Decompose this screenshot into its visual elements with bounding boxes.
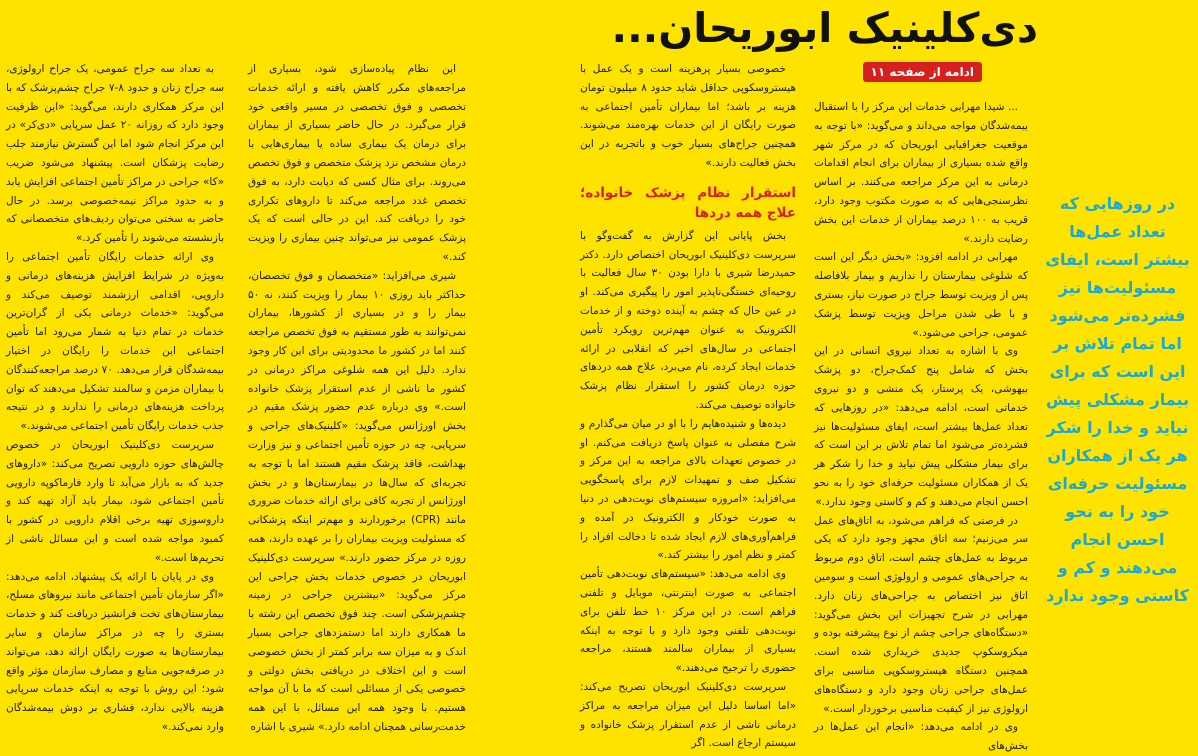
column-paragraph: وی با اشاره به تعداد نیروی انسانی در این بخش که شامل پنج کمک‌جراح، دو پزشک بیهوشی، یک پرستار، یک منشی و دو نیروی خدماتی است، ادامه می‌دهد: «در روزهایی که تعداد عمل‌ها بیشتر است، ایفای مسئولیت‌ها نیز فشرده‌تر می‌شود اما تمام تلاش بر این است که برای بیمار مشکلی پیش نیاید و خدا را شکر هر یک از همکاران مسئولیت حرفه‌ای خود را به نحو احسن انجام می‌دهند و کم و کاستی وجود ندارد.»: [814, 345, 1028, 508]
column-paragraph: سرپرست دی‌کلینیک ابوریحان تصریح می‌کند: «اما اساسا دلیل این میزان مراجعه به مراکز درمانی ناشی از عدم استقرار پزشک خانواده و سیستم ارجاع است. اگر: [580, 680, 796, 750]
column-paragraph: ... شیدا مهرابی خدمات این مرکز را با استقبال بیمه‌شدگان مواجه می‌داند و می‌گوید: «با توجه به موقعیت جغرافیایی ابوریحان که در مرکز شهر واقع شده بسیاری از بیماران برای انجام اقدامات درمانی به این مرکز مراجعه می‌کنند. بر اساس نظرسنجی‌هایی که به صورت مکتوب وجود دارد، قریب به ۱۰۰ درصد بیماران از خدمات این بخش رضایت دارند.»: [814, 101, 1028, 245]
article-column-4: [6, 60, 224, 744]
column-paragraph: مهرابی در ادامه افزود: «بخش دیگر این است که شلوغی بیمارستان را نداریم و بیمار بلافاصله پس از ویزیت توسط جراح در صورت نیاز، بستری و با طی شدن مراحل ویزیت توسط پزشک عمومی، جراحی می‌شود.»: [814, 251, 1028, 339]
page-headline: دی‌کلینیک ابوریحان...: [611, 4, 1038, 52]
column-paragraph: این نظام پیاده‌سازی شود، بسیاری از مراجعه‌های مکرر کاهش یافته و ارائه خدمات تخصصی و فوق تخصصی در مسیر واقعی خود قرار می‌گیرد. در حال حاضر بسیاری از بیماران برای درمان یک بیماری ساده یا بیماری‌هایی با درمان مشخص نزد پزشک متخصص و فوق تخصص می‌روند. برای مثال کسی که دیابت دارد، به فوق تخصص غدد مراجعه می‌کند تا داروهای تکراری خود را دریافت کند. این در حالی است که یک پزشک عمومی نیز می‌تواند چنین بیماری را ویزیت کند.»: [248, 63, 466, 263]
continued-from-tag: ادامه از صفحه ۱۱: [863, 62, 982, 82]
column-paragraph: وی ارائه خدمات رایگان تأمین اجتماعی را به‌ویژه در شرایط افزایش هزینه‌های درمانی و دارویی، اقدامی ارزشمند توصیف می‌کند و می‌گوید: «خدمات درمانی یکی از گران‌ترین خدمات در تمام دنیا به شمار می‌رود اما تأمین اجتماعی این خدمات را رایگان در اختیار بیمه‌شدگان قرار می‌دهد. ۷۰ درصد مراجعه‌کنندگان با بیماران مزمن و سالمند تشکیل می‌دهند که توان پرداخت هزینه‌های درمانی را ندارند و در نتیجه جذب خدمات رایگان تأمین اجتماعی می‌شوند.»: [6, 250, 224, 433]
article-column-3: [248, 60, 466, 744]
article-column-2: [580, 60, 796, 750]
column-paragraph: در فرصتی که فراهم می‌شود، به اتاق‌های عمل سر می‌زنیم؛ سه اتاق مجهز وجود دارد که یکی مربوط به عمل‌های چشم است، اتاق دوم مربوط به جراحی‌های عمومی و ارولوژی است و سومین اتاق نیز اختصاص به جراحی‌های زنان دارد. مهرابی در شرح تجهیزات این بخش می‌گوید: «دستگاه‌های جراحی چشم از نوع پیشرفته بوده و میکروسکوپ جدیدی خریداری شده است. همچنین دستگاه هیستروسکوپی مناسبی برای عمل‌های جراحی زنان وجود دارد و دستگاه‌های ارولوژی نیز از کیفیت مناسبی برخوردار است.»: [814, 514, 1028, 715]
column-paragraph: شیری می‌افزاید: «متخصصان و فوق تخصصان، حداکثر باید روزی ۱۰ بیمار را ویزیت کنند، نه ۵۰ بیمار را و در بسیاری از کشورها، بیماران نمی‌توانند به طور مستقیم به فوق تخصص مراجعه کنند اما در کشور ما محدودیتی برای این کار وجود ندارد. دلیل این همه شلوغی مراکز درمانی در کشور ما ناشی از عدم استقرار پزشک خانواده است.» وی درباره عدم حضور پزشک مقیم در بخش اورژانس می‌گوید: «کلینیک‌های جراحی و سرپایی، چه در حوزه تأمین اجتماعی و نیز وزارت بهداشت، فاقد پزشک مقیم هستند اما با توجه به تجربه‌ای که سال‌ها در بیمارستان‌ها و در بخش اورژانس از تجربه کافی برای ارائه خدمات ضروری مانند (CPR) برخوردارند و مهم‌تر اینکه پزشکانی که مسئولیت ویزیت بیماران را بر عهده دارند، همه روزه در مرکز حضور دارند.» سرپرست دی‌کلینیک ابوریحان در خصوص خدمات بخش جراحی این مرکز می‌گوید: «بیشترین جراحی در زمینه چشم‌پزشکی است. چند فوق تخصص این رشته با ما همکاری دارند اما دستمزدهای جراحی بسیار اندک و به میزان سه برابر کمتر از بخش خصوصی است و این اختلاف در دریافتی بخش دولتی و خصوصی یکی از مسائلی است که ما با آن مواجه هستیم. با وجود همه این مسائل، با این همه خدمت‌رسانی همچنان ادامه دارد.» شیری با اشاره: [248, 269, 466, 733]
pull-quote: در روزهایی که تعداد عمل‌ها بیشتر است، ایفای مسئولیت‌ها نیز فشرده‌تر می‌شود اما تمام تلاش بر این است که برای بیمار مشکلی پیش نیاید و خدا را شکر هر یک از همکاران مسئولیت حرفه‌ای خود را به نحو احسن انجام می‌دهند و کم و کاستی وجود ندارد: [1045, 194, 1190, 605]
column-paragraph: خصوصی بسیار پرهزینه است و یک عمل با هیستروسکوپی حداقل شاید حدود ۸ میلیون تومان هزینه بر باشد؛ اما بیماران تأمین اجتماعی به صورت رایگان از این خدمات بهره‌مند می‌شوند. همچنین جراح‌های بسیار خوب و باتجربه در این بخش فعالیت دارند.»: [580, 63, 796, 169]
article-column-1: [814, 98, 1028, 753]
column-paragraph: وی در پایان با ارائه یک پیشنهاد، ادامه می‌دهد: «اگر سازمان تأمین اجتماعی مانند نیروهای مسلح، بیمارستان‌های تخت فرانشیز دریافت کند و خدمات بستری را چه در مراکز سازمان و سایر بیمارستان‌ها به صورت رایگان ارائه دهد، می‌تواند در صرفه‌جویی منابع و مصارف سازمان مؤثر واقع شود؛ این روش با توجه به اینکه خدمات سرپایی هزینه بالایی ندارد، فشاری بر دوش بیمه‌شدگان وارد نمی‌کند.»: [6, 570, 224, 733]
column-paragraph: دیده‌ها و شنیده‌هایم را با او در میان می‌گذارم و شرح مفصلی به عنوان پاسخ دریافت می‌کنم. او در خصوص تعهدات بالای مراجعه به این مرکز و تشکیل صف و تمهیدات لازم برای پاسخگویی می‌افزاید: «امروزه سیستم‌های نوبت‌دهی در دنیا به صورت خودکار و الکترونیک در آمده و فراهم‌آوری‌های لازم ایجاد شده تا دخالت افراد را کمتر و نظم امور را بیشتر کند.»: [580, 417, 796, 562]
section-subheading: استقرار نظام پزشک خانواده؛ علاج همه دردها: [580, 184, 796, 221]
column-paragraph: وی ادامه می‌دهد: «سیستم‌های نوبت‌دهی تأمین اجتماعی به صورت اینترنتی، موبایل و تلفنی فراهم است. در این مرکز ۱۰ خط تلفن برای نوبت‌دهی تلفنی وجود دارد و با توجه به اینکه بسیاری از بیماران سالمند هستند، مراجعه حضوری را ترجیح می‌دهند.»: [580, 568, 796, 675]
column-paragraph: بخش پایانی این گزارش به گفت‌وگو با سرپرست دی‌کلینیک ابوریحان اختصاص دارد. دکتر حمیدرضا شیری با دارا بودن ۳۰ سال فعالیت با روحیه‌ای خستگی‌ناپذیر امور را پیگیری می‌کند. او در عین حال که چشم به آینده دوخته و از خدمات الکترونیک به عنوان مهم‌ترین رویکرد تأمین اجتماعی در سال‌های اخیر که انقلابی در ارائه خدمات ایجاد کرده، نام می‌برد، علاج همه دردهای حوزه درمان کشور را استقرار نظام پزشک خانواده توصیف می‌کند.: [580, 229, 796, 411]
column-paragraph: سرپرست دی‌کلینیک ابوریحان در خصوص چالش‌های حوزه دارویی تصریح می‌کند: «داروهای جدید که به بازار می‌آید تا وارد فارماکوپه دارویی تأمین اجتماعی شود، بیمار باید آزاد تهیه کند و داروسوزی تهیه برخی اقلام دارویی در کشور با کمبود مواجه شده است و این مسائل ناشی از تحریم‌ها است.»: [6, 438, 224, 564]
column-paragraph: به تعداد سه جراح عمومی، یک جراح ارولوژی، سه جراح زنان و حدود ۸-۷ جراح چشم‌پزشک که با این مرکز همکاری دارند، می‌گوید: «این ظرفیت وجود دارد که روزانه ۲۰ عمل سرپایی «دی‌کر» در این مرکز انجام شود اما این گسترش نیازمند جلب رضایت پزشکان است. پیشنهاد می‌شود ضریب «کا» جراحی در مراکز تأمین اجتماعی افزایش یابد و به حدود مراکز نیمه‌خصوصی برسد. در حال حاضر به سختی می‌توان ردیف‌های متخصصانی که بازنشسته می‌شوند را تأمین کرد.»: [6, 63, 224, 245]
column-paragraph: وی در ادامه می‌دهد: «انجام این عمل‌ها در بخش‌های: [814, 721, 1028, 753]
